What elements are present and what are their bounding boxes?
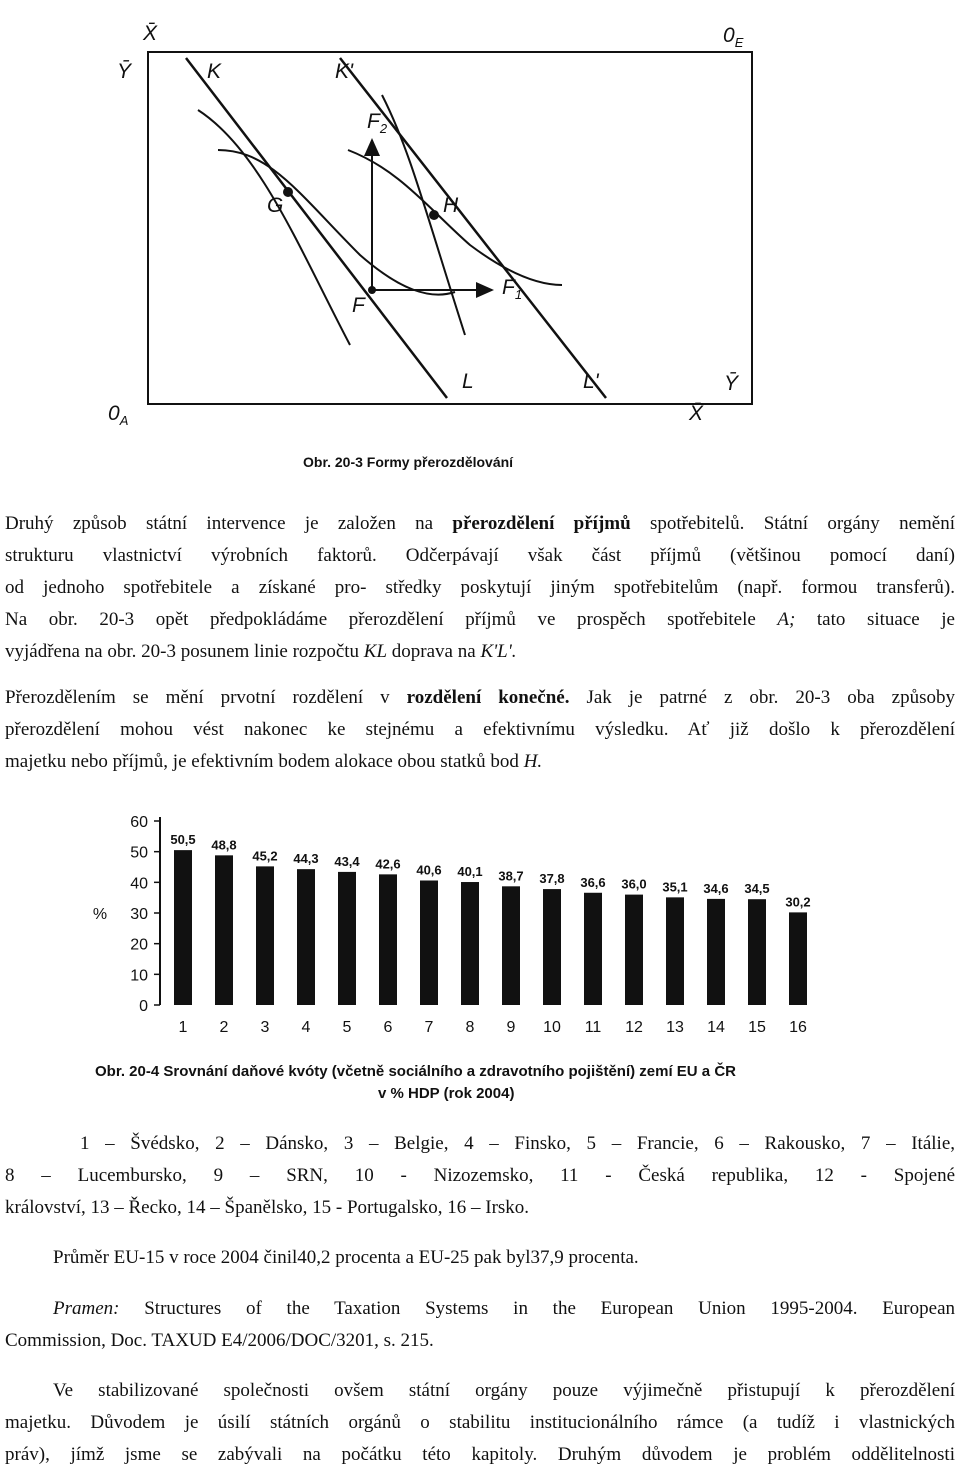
paragraph-1-line-4 xyxy=(5,604,955,636)
paragraph-final-distribution xyxy=(5,682,955,778)
data-label-1: 50,5 xyxy=(170,832,196,848)
bar-15 xyxy=(748,899,766,1005)
paragraph-1-line-3: od jednoho spotřebitele a získané pro- středky poskytují jiným spotřebitelům (např. formou transferů). xyxy=(5,577,955,598)
p1-text-a: Druhý způsob státní intervence je založen na xyxy=(5,513,453,534)
paragraph-2-line-2: přerozdělení mohou vést nakonec ke stejnému a efektivnímu výsledku. Ať již došlo k přerozdělení xyxy=(5,719,955,740)
x-tick-label-7: 7 xyxy=(424,1019,434,1036)
paragraph-3-line-1: Ve stabilizované společnosti ovšem státní orgány pouze výjimečně přistupují k přerozdělení xyxy=(53,1380,955,1401)
data-label-12: 36,0 xyxy=(621,876,647,892)
budget-line-KL xyxy=(186,58,447,398)
p2-text-a: Přerozdělením se mění prvotní rozdělení v xyxy=(5,687,407,708)
paragraph-2-line-1 xyxy=(5,682,955,714)
bar-13 xyxy=(666,897,684,1005)
chart-title-line-2: v % HDP (rok 2004) xyxy=(378,1085,515,1102)
bar-8 xyxy=(461,882,479,1005)
label-G: G xyxy=(267,194,284,217)
label-K: K xyxy=(207,60,222,83)
label-H: H xyxy=(443,194,459,217)
bar-16 xyxy=(789,912,807,1005)
p1-l4-a: Na obr. 20-3 opět předpokládáme přerozdělení příjmů ve prospěch spotřebitele xyxy=(5,609,778,630)
x-tick-label-4: 4 xyxy=(301,1019,311,1036)
label-F1: $F_1$ xyxy=(502,276,523,302)
bar-1 xyxy=(174,850,192,1005)
p2-l3-a: majetku nebo příjmů, je efektivním bodem alokace obou statků bod xyxy=(5,751,524,772)
label-F2: $F_2$ xyxy=(367,110,388,136)
point-F xyxy=(368,286,376,294)
label-x-bottom: X̄ xyxy=(689,402,704,425)
bar-11 xyxy=(584,893,602,1005)
y-tick-label-30: 30 xyxy=(130,906,148,923)
eu-average-note xyxy=(5,1242,955,1274)
data-label-16: 30,2 xyxy=(785,894,811,910)
label-L-prime: L' xyxy=(583,370,599,393)
data-label-15: 34,5 xyxy=(744,881,770,897)
source-line-1 xyxy=(5,1293,955,1325)
source-label: Pramen: xyxy=(53,1298,120,1319)
paragraph-1-line-1 xyxy=(5,508,955,540)
x-tick-label-11: 11 xyxy=(584,1019,602,1036)
y-tick-label-20: 20 xyxy=(130,936,148,954)
paragraph-2-line-3 xyxy=(5,746,955,778)
legend-line-1: 1 – Švédsko, 2 – Dánsko, 3 – Belgie, 4 – Finsko, 5 – Francie, 6 – Rakousko, 7 – Itálie, xyxy=(80,1133,955,1154)
p1-l5-klprime: K'L'. xyxy=(480,641,517,662)
p1-l5-a: vyjádřena na obr. 20-3 posunem linie rozpočtu xyxy=(5,641,364,662)
edgeworth-box-figure xyxy=(0,0,960,480)
data-label-11: 36,6 xyxy=(580,874,606,890)
x-tick-label-6: 6 xyxy=(383,1019,393,1036)
paragraph-3-line-2: majetku. Důvodem je úsilí státních orgánů o stabilitu institucionálního rámce (a tudíž i vlastnických xyxy=(5,1412,955,1433)
legend-line-3: království, 13 – Řecko, 14 – Španělsko, 15 - Portugalsko, 16 – Irsko. xyxy=(5,1197,530,1218)
p1-bold-term: přerozdělení příjmů xyxy=(452,513,631,534)
source-citation xyxy=(5,1293,955,1357)
data-label-5: 43,4 xyxy=(334,853,360,869)
paragraph-1-line-2: strukturu vlastnictví výrobních faktorů. Odčerpávají však část příjmů (většinou pomocí daní) xyxy=(5,545,955,566)
x-tick-label-9: 9 xyxy=(506,1019,516,1036)
label-zero-a: $0_A$ xyxy=(108,402,129,428)
data-label-3: 45,2 xyxy=(252,848,278,864)
p1-l4-c: tato situace je xyxy=(795,609,955,630)
p1-l5-c: doprava na xyxy=(387,641,481,662)
x-tick-label-8: 8 xyxy=(465,1019,475,1036)
label-zero-e: $0_E$ xyxy=(723,24,744,50)
legend-line-2: 8 – Lucembursko, 9 – SRN, 10 - Nizozemsko, 11 - Česká republika, 12 - Spojené xyxy=(5,1165,955,1186)
bar-14 xyxy=(707,899,725,1005)
data-label-10: 37,8 xyxy=(539,871,565,887)
y-tick-label-60: 60 xyxy=(130,814,148,831)
paragraph-3-line-3: práv), jímž jsme se zabývali na počátku této kapitoly. Druhým důvodem je problém oddělitelnosti xyxy=(5,1444,955,1465)
bar-10 xyxy=(543,889,561,1005)
label-x-top: X̄ xyxy=(143,22,158,45)
p1-l5-kl: KL xyxy=(363,641,388,662)
x-tick-label-3: 3 xyxy=(260,1019,270,1036)
data-label-13: 35,1 xyxy=(662,879,688,895)
label-y-top-left: Ȳ xyxy=(117,60,132,83)
y-axis-label: % xyxy=(92,906,108,923)
x-tick-label-16: 16 xyxy=(789,1019,807,1036)
bar-5 xyxy=(338,872,356,1005)
budget-line-KprimeLprime xyxy=(340,58,606,398)
bar-6 xyxy=(379,874,397,1005)
p2-l3-point-h: H. xyxy=(523,751,543,772)
x-tick-label-5: 5 xyxy=(342,1019,352,1036)
source-line-2: Commission, Doc. TAXUD E4/2006/DOC/3201, s. 215. xyxy=(5,1330,434,1351)
label-K-prime: K' xyxy=(335,60,354,83)
paragraph-stabilized-society xyxy=(5,1375,955,1471)
data-label-6: 42,6 xyxy=(375,856,401,872)
edgeworth-box-frame xyxy=(148,52,752,404)
bar-3 xyxy=(256,866,274,1005)
tax-quota-bar-chart xyxy=(0,800,960,1110)
bar-12 xyxy=(625,895,643,1005)
x-tick-label-2: 2 xyxy=(219,1019,229,1036)
data-label-9: 38,7 xyxy=(498,868,524,884)
label-F: F xyxy=(352,294,365,317)
x-tick-label-12: 12 xyxy=(625,1019,643,1036)
figure-20-3-caption: Obr. 20-3 Formy přerozdělování xyxy=(303,454,514,470)
data-label-8: 40,1 xyxy=(457,864,483,880)
paragraph-1-line-5 xyxy=(5,636,955,668)
data-label-2: 48,8 xyxy=(211,837,237,853)
data-label-4: 44,3 xyxy=(293,851,319,867)
bar-4 xyxy=(297,869,315,1005)
country-legend xyxy=(5,1128,955,1224)
bar-7 xyxy=(420,880,438,1005)
y-tick-label-0: 0 xyxy=(139,998,148,1015)
x-tick-label-15: 15 xyxy=(748,1019,766,1036)
point-H xyxy=(429,210,439,220)
x-tick-label-10: 10 xyxy=(543,1019,561,1036)
bar-2 xyxy=(215,855,233,1005)
x-tick-label-13: 13 xyxy=(666,1019,684,1036)
bar-9 xyxy=(502,886,520,1005)
p1-text-c: spotřebitelů. Státní orgány nemění xyxy=(630,513,955,534)
x-tick-label-14: 14 xyxy=(707,1019,725,1036)
source-text-1: Structures of the Taxation Systems in the European Union 1995-2004. European xyxy=(119,1298,955,1319)
chart-title-line-1: Obr. 20-4 Srovnání daňové kvóty (včetně sociálního a zdravotního pojištění) zemí EU a ČR xyxy=(95,1063,736,1080)
chart-plot-area xyxy=(93,814,811,1036)
y-tick-label-50: 50 xyxy=(130,844,148,862)
data-label-7: 40,6 xyxy=(416,862,442,878)
indifference-curve-B1 xyxy=(218,150,455,295)
label-L: L xyxy=(462,370,474,393)
x-tick-label-1: 1 xyxy=(178,1019,188,1036)
label-y-right: Ȳ xyxy=(724,372,739,395)
paragraph-redistribution-income xyxy=(5,508,955,668)
y-tick-label-10: 10 xyxy=(130,967,148,985)
indifference-curve-B2 xyxy=(348,150,562,285)
point-G xyxy=(283,187,293,197)
data-label-14: 34,6 xyxy=(703,880,729,896)
p2-bold-term: rozdělení konečné. xyxy=(406,687,570,708)
p1-l4-consumer-a: A; xyxy=(777,609,796,630)
indifference-curve-A1 xyxy=(198,110,350,345)
p2-text-c: Jak je patrné z obr. 20-3 oba způsoby xyxy=(569,687,955,708)
average-line: Průměr EU-15 v roce 2004 činil40,2 procenta a EU-25 pak byl37,9 procenta. xyxy=(53,1247,639,1268)
y-tick-label-40: 40 xyxy=(130,875,148,893)
